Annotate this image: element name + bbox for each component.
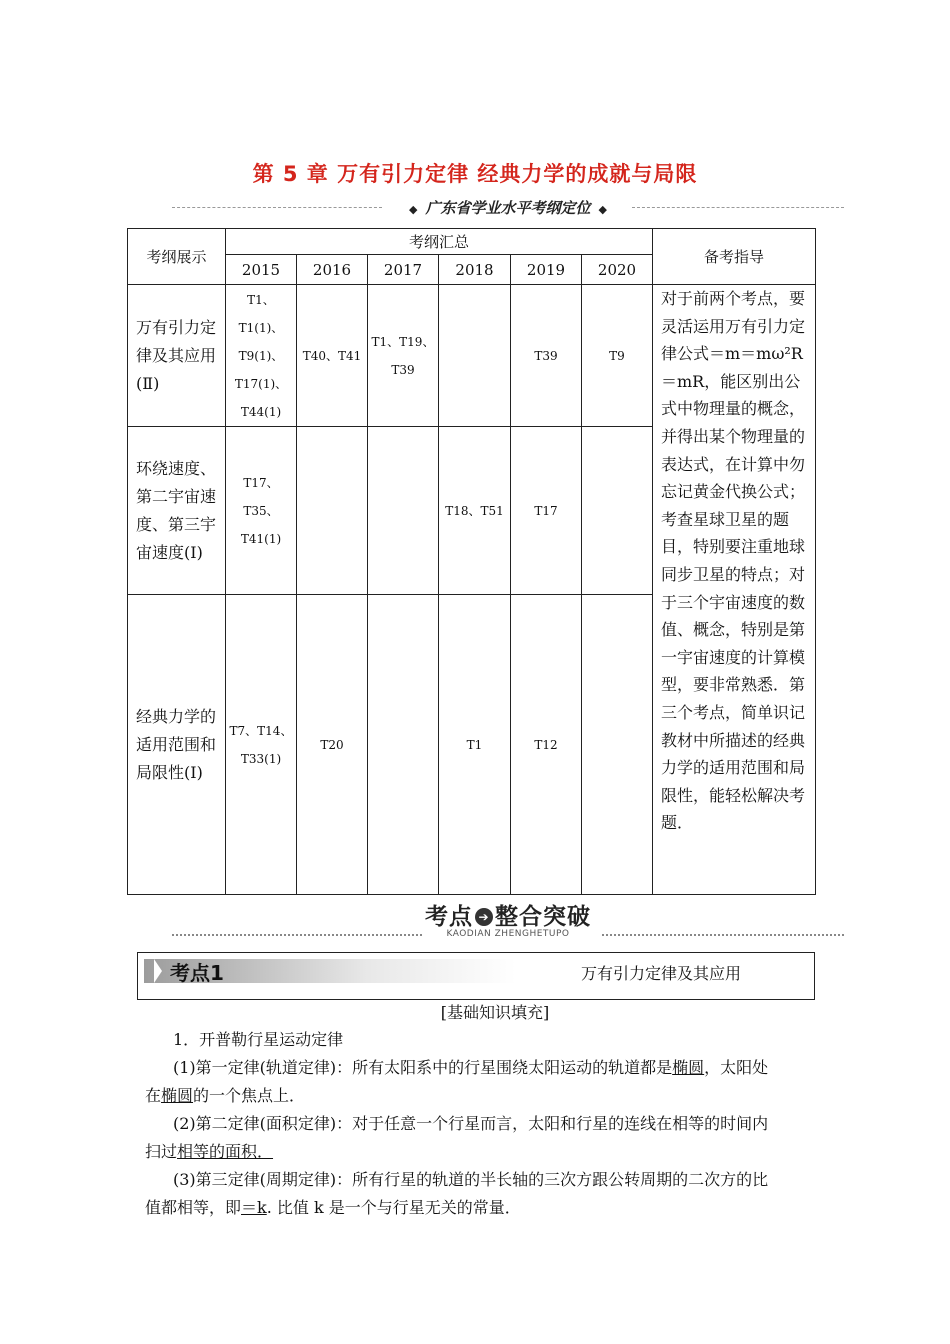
answer-blank: 椭圆 xyxy=(161,1086,194,1105)
table-cell: T1、T1(1)、T9(1)、T17(1)、T44(1) xyxy=(226,285,297,427)
table-cell: T40、T41 xyxy=(297,285,368,427)
table-cell: T17 xyxy=(511,427,582,595)
table-cell: T39 xyxy=(511,285,582,427)
tag-notch-icon xyxy=(154,959,162,983)
section-label: [基础知识填充] xyxy=(440,1003,550,1022)
table-cell: T17、T35、T41(1) xyxy=(226,427,297,595)
table-cell xyxy=(582,427,653,595)
header-syllabus-display: 考纲展示 xyxy=(128,229,226,285)
key-points-label: 考点 xyxy=(425,904,473,930)
year-header: 2020 xyxy=(582,255,653,285)
paragraph-first-law: (1)第一定律(轨道定律)：所有太阳系中的行星围绕太阳运动的轨道都是椭圆，太阳处 xyxy=(173,1058,769,1077)
topic-gravitation-law: 万有引力定律及其应用(Ⅱ) xyxy=(128,285,226,427)
answer-blank: 椭圆 xyxy=(672,1058,705,1077)
paragraph-second-law: (2)第二定律(面积定律)：对于任意一个行星而言，太阳和行星的连线在相等的时间内 xyxy=(173,1114,769,1133)
year-header: 2016 xyxy=(297,255,368,285)
table-cell xyxy=(368,595,439,895)
topic-classical-mechanics: 经典力学的适用范围和局限性(Ⅰ) xyxy=(128,595,226,895)
syllabus-banner-label: 广东省学业水平考纲定位 xyxy=(425,199,591,217)
paragraph-second-law-cont: 扫过相等的面积． xyxy=(145,1142,274,1161)
diamond-icon: ◆ xyxy=(598,203,607,216)
answer-blank: ＝k xyxy=(241,1198,267,1217)
integration-label: 整合突破 xyxy=(495,904,591,930)
paragraph-first-law-cont: 在椭圆的一个焦点上． xyxy=(145,1086,306,1105)
year-header: 2019 xyxy=(511,255,582,285)
year-header: 2018 xyxy=(439,255,511,285)
topic-cosmic-velocities: 环绕速度、第二宇宙速度、第三宇宙速度(Ⅰ) xyxy=(128,427,226,595)
key-points-pinyin: KAODIAN ZHENGHETUPO xyxy=(446,929,570,939)
kaodian-tag xyxy=(144,959,516,983)
kaodian-title: 万有引力定律及其应用 xyxy=(580,964,741,983)
chapter-title: 第 5 章 万有引力定律 经典力学的成就与局限 xyxy=(252,162,698,186)
answer-blank: 相等的面积． xyxy=(177,1142,274,1161)
kaodian-header xyxy=(137,952,815,1000)
paragraph-third-law: (3)第三定律(周期定律)：所有行星的轨道的半长轴的三次方跟公转周期的二次方的比 xyxy=(173,1170,769,1189)
table-cell: T12 xyxy=(511,595,582,895)
header-guide: 备考指导 xyxy=(653,229,816,285)
paragraph-kepler-heading: 1．开普勒行星运动定律 xyxy=(173,1030,344,1049)
syllabus-banner xyxy=(172,196,844,218)
table-cell xyxy=(297,427,368,595)
paragraph-third-law-cont: 值都相等，即＝k. 比值 k 是一个与行星无关的常量． xyxy=(145,1198,521,1217)
arrow-right-icon: ➔ xyxy=(475,908,493,926)
table-cell: T1 xyxy=(439,595,511,895)
table-cell xyxy=(582,595,653,895)
table-cell: T18、T51 xyxy=(439,427,511,595)
header-syllabus-summary: 考纲汇总 xyxy=(226,229,653,255)
diamond-icon: ◆ xyxy=(409,203,418,216)
table-cell: T7、T14、T33(1) xyxy=(226,595,297,895)
table-cell xyxy=(439,285,511,427)
table-cell: T9 xyxy=(582,285,653,427)
year-header: 2017 xyxy=(368,255,439,285)
syllabus-table xyxy=(127,228,816,895)
table-cell: T1、T19、T39 xyxy=(368,285,439,427)
guide-text: 对于前两个考点，要灵活运用万有引力定律公式＝m＝mω²R＝mR，能区别出公式中物理量的概念，并得出某个物理量的表达式，在计算中勿忘记黄金代换公式；考查星球卫星的题目，特别要注重地球同步卫星的特点；对于三个宇宙速度的数值、概念，特别是第一宇宙速度的计算模型，要非常熟悉．第三个考点，简单识记教材中所描述的经典力学的适用范围和局限性，能轻松解决考题． xyxy=(653,285,816,895)
kaodian-tag-label: 考点1 xyxy=(170,961,224,985)
year-header: 2015 xyxy=(226,255,297,285)
table-cell xyxy=(368,427,439,595)
table-cell: T20 xyxy=(297,595,368,895)
key-points-banner xyxy=(172,898,844,944)
